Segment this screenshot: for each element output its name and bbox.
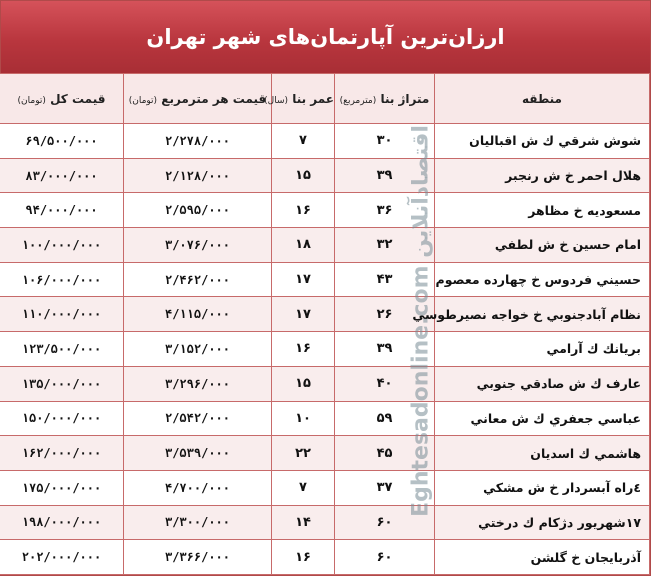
cell-price-per-meter: ۴/۱۱۵/۰۰۰	[124, 297, 272, 332]
cell-size: ۳۰	[335, 124, 435, 159]
table-row	[0, 228, 650, 263]
header-area: منطقه	[435, 74, 650, 124]
cell-price-per-meter: ۲/۱۲۸/۰۰۰	[124, 158, 272, 193]
cell-area: ۱۷شهريور دژكام ك درختي	[435, 505, 650, 540]
cell-area: شوش شرقي ك ش اقباليان	[435, 124, 650, 159]
cell-total-price: ۱۲۳/۵۰۰/۰۰۰	[0, 332, 124, 367]
cell-price-per-meter: ۴/۷۰۰/۰۰۰	[124, 470, 272, 505]
cell-age: ۱۶	[272, 540, 335, 575]
table-row	[0, 366, 650, 401]
header-age: عمر بنا (سال)	[272, 74, 335, 124]
cell-price-per-meter: ۳/۳۶۶/۰۰۰	[124, 540, 272, 575]
cell-age: ۱۸	[272, 228, 335, 263]
cell-price-per-meter: ۲/۵۹۵/۰۰۰	[124, 193, 272, 228]
cell-area: هلال احمر خ ش رنجبر	[435, 158, 650, 193]
cell-area: هاشمي ك اسديان	[435, 436, 650, 471]
table-row	[0, 505, 650, 540]
cell-size: ۳۹	[335, 158, 435, 193]
table-row	[0, 262, 650, 297]
cell-area: ٤راه آبسردار خ ش مشكي	[435, 470, 650, 505]
cell-price-per-meter: ۳/۲۹۶/۰۰۰	[124, 366, 272, 401]
cell-price-per-meter: ۲/۵۴۲/۰۰۰	[124, 401, 272, 436]
cell-age: ۱۰	[272, 401, 335, 436]
cell-total-price: ۱۳۵/۰۰۰/۰۰۰	[0, 366, 124, 401]
table-row	[0, 540, 650, 575]
cell-size: ۴۳	[335, 262, 435, 297]
cell-area: حسيني فردوس خ چهارده معصوم	[435, 262, 650, 297]
cell-total-price: ۱۹۸/۰۰۰/۰۰۰	[0, 505, 124, 540]
cell-total-price: ۱۰۶/۰۰۰/۰۰۰	[0, 262, 124, 297]
cell-price-per-meter: ۳/۳۰۰/۰۰۰	[124, 505, 272, 540]
page-title: ارزان‌ترین آپارتمان‌های شهر تهران	[1, 1, 650, 73]
cell-total-price: ۹۴/۰۰۰/۰۰۰	[0, 193, 124, 228]
header-total-price: قیمت کل (تومان)	[0, 74, 124, 124]
cell-area: نظام آبادجنوبي خ خواجه نصيرطوسي	[435, 297, 650, 332]
cell-total-price: ۱۷۵/۰۰۰/۰۰۰	[0, 470, 124, 505]
cell-size: ۲۶	[335, 297, 435, 332]
cell-age: ۱۷	[272, 262, 335, 297]
header-price-per-meter: قیمت هر مترمربع (تومان)	[124, 74, 272, 124]
cell-age: ۱۶	[272, 193, 335, 228]
cell-total-price: ۲۰۲/۰۰۰/۰۰۰	[0, 540, 124, 575]
cell-age: ۱۵	[272, 158, 335, 193]
table-row	[0, 297, 650, 332]
cell-age: ۱۷	[272, 297, 335, 332]
cell-total-price: ۶۹/۵۰۰/۰۰۰	[0, 124, 124, 159]
cell-price-per-meter: ۳/۱۵۲/۰۰۰	[124, 332, 272, 367]
table-row	[0, 124, 650, 159]
cell-age: ۷	[272, 470, 335, 505]
cell-area: مسعوديه خ مظاهر	[435, 193, 650, 228]
cell-size: ۶۰	[335, 540, 435, 575]
table-row	[0, 193, 650, 228]
cell-size: ۵۹	[335, 401, 435, 436]
cell-age: ۱۶	[272, 332, 335, 367]
table-header-row	[0, 74, 650, 124]
cell-area: عباسي جعفري ك ش معاني	[435, 401, 650, 436]
cell-area: بريانك ك آرامي	[435, 332, 650, 367]
cell-size: ۶۰	[335, 505, 435, 540]
cell-age: ۷	[272, 124, 335, 159]
cell-size: ۳۲	[335, 228, 435, 263]
cell-total-price: ۱۵۰/۰۰۰/۰۰۰	[0, 401, 124, 436]
table-row	[0, 436, 650, 471]
header-size: متراژ بنا (مترمربع)	[335, 74, 435, 124]
cell-total-price: ۱۶۲/۰۰۰/۰۰۰	[0, 436, 124, 471]
cell-total-price: ۱۰۰/۰۰۰/۰۰۰	[0, 228, 124, 263]
cell-age: ۲۲	[272, 436, 335, 471]
cell-total-price: ۸۳/۰۰۰/۰۰۰	[0, 158, 124, 193]
table-row	[0, 158, 650, 193]
cell-area: آذربايجان خ گلشن	[435, 540, 650, 575]
cell-area: امام حسين خ ش لطفي	[435, 228, 650, 263]
cell-age: ۱۵	[272, 366, 335, 401]
cell-size: ۴۵	[335, 436, 435, 471]
table-row	[0, 470, 650, 505]
cell-age: ۱۴	[272, 505, 335, 540]
cell-size: ۳۷	[335, 470, 435, 505]
cell-size: ۳۶	[335, 193, 435, 228]
watermark-text: Eghtesadonline.com اقتصادآنلاین	[408, 125, 434, 517]
cell-price-per-meter: ۳/۰۷۶/۰۰۰	[124, 228, 272, 263]
cell-total-price: ۱۱۰/۰۰۰/۰۰۰	[0, 297, 124, 332]
cell-price-per-meter: ۲/۲۷۸/۰۰۰	[124, 124, 272, 159]
cell-size: ۴۰	[335, 366, 435, 401]
apartments-table	[0, 73, 650, 575]
cell-price-per-meter: ۳/۵۳۹/۰۰۰	[124, 436, 272, 471]
table-row	[0, 401, 650, 436]
cell-size: ۳۹	[335, 332, 435, 367]
table-row	[0, 332, 650, 367]
cell-price-per-meter: ۲/۴۶۲/۰۰۰	[124, 262, 272, 297]
cell-area: عارف ك ش صادقي جنوبي	[435, 366, 650, 401]
